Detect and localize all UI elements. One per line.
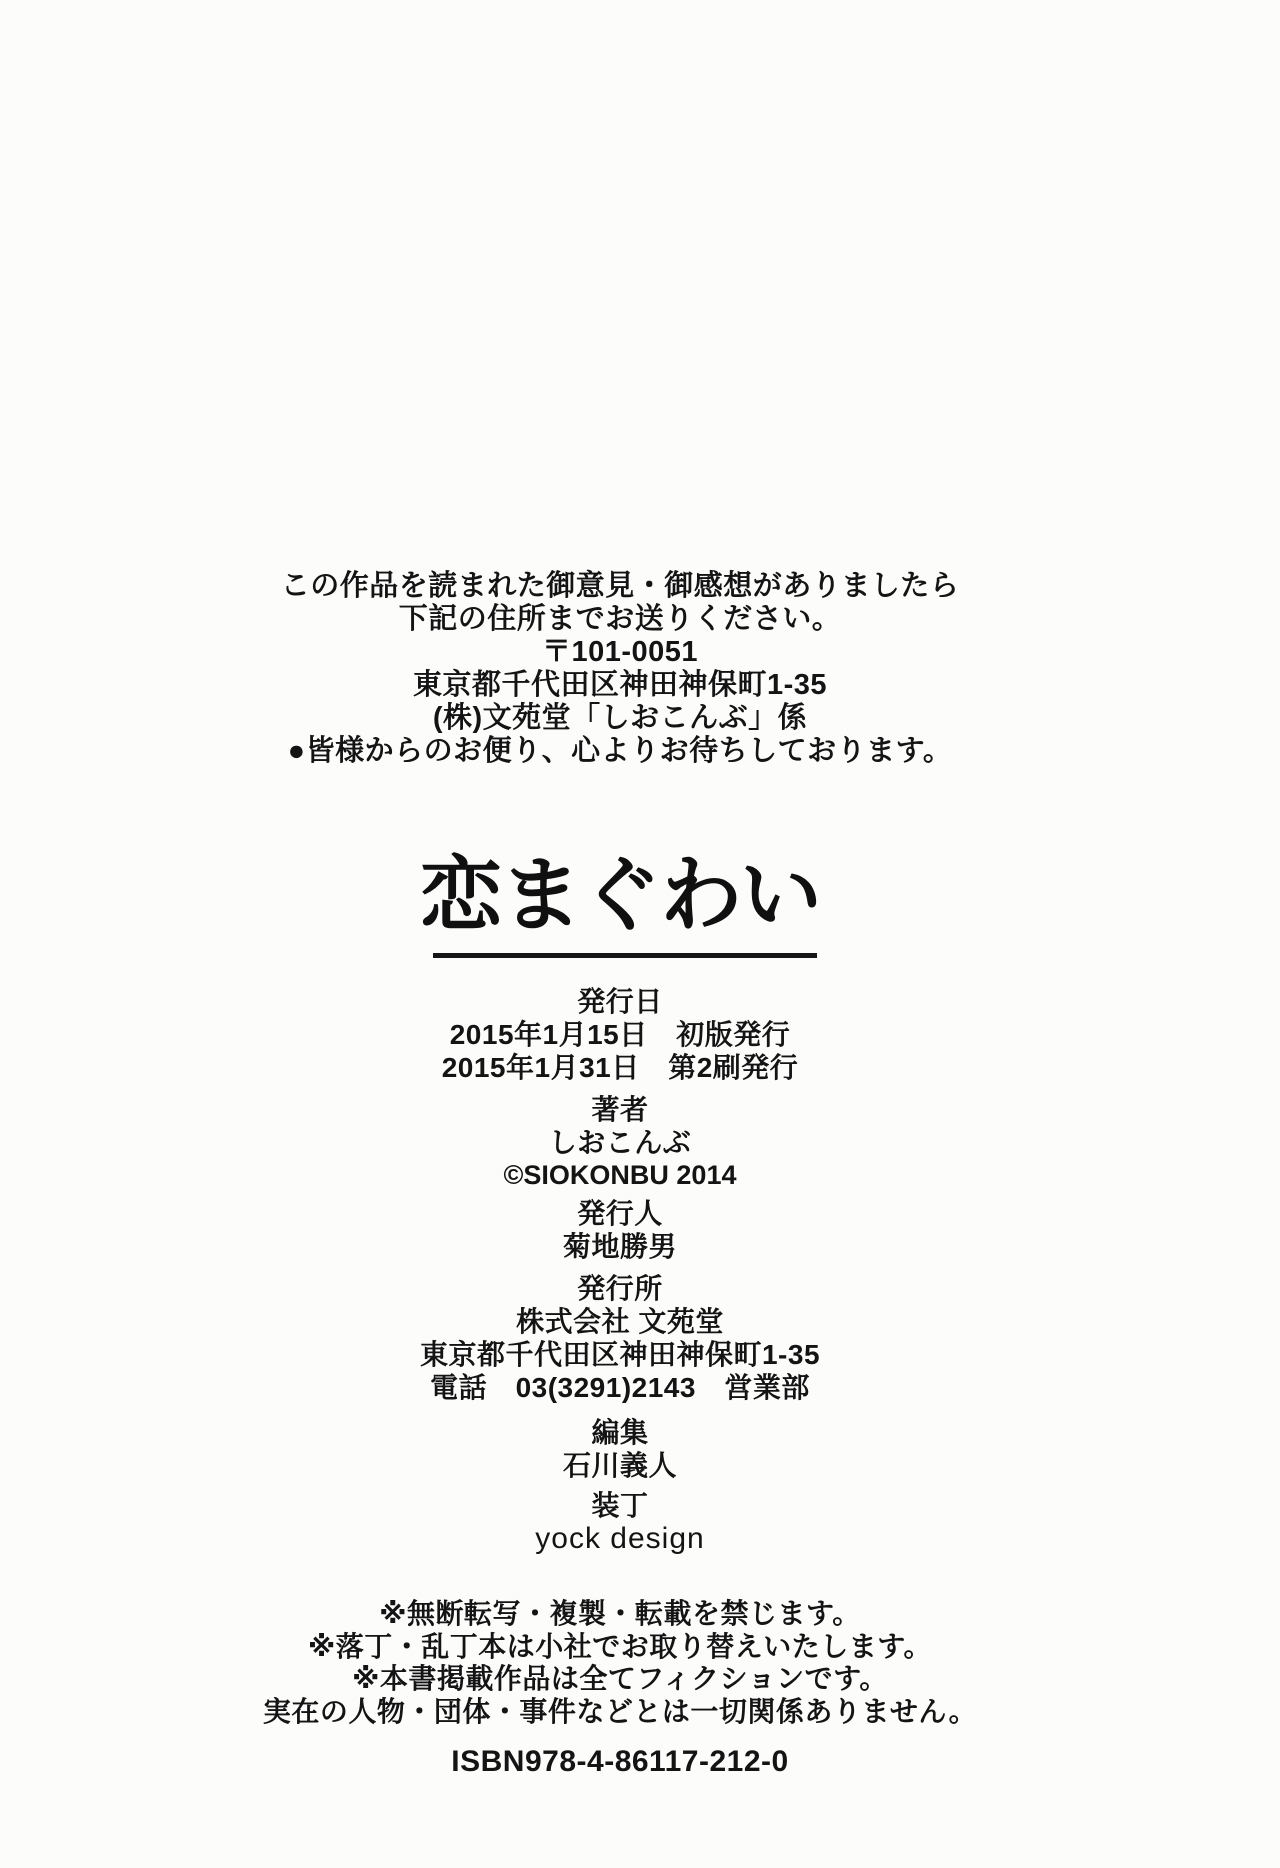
publisher-phone: 電話 03(3291)2143 営業部 (430, 1372, 810, 1403)
notice-line: 実在の人物・団体・事件などとは一切関係ありません。 (262, 1695, 978, 1727)
isbn-number: ISBN978-4-86117-212-0 (451, 1745, 789, 1778)
editor-name: 石川義人 (562, 1450, 677, 1481)
feedback-line: 下記の住所までお送りください。 (398, 603, 842, 635)
legal-notices (0, 1598, 1240, 1728)
section-label-author: 著者 (591, 1094, 649, 1125)
feedback-line: ●皆様からのお便り、心よりお待ちしております。 (287, 735, 953, 767)
postal-code: 〒101-0051 (541, 636, 699, 668)
feedback-line: この作品を読まれた御意見・御感想がありましたら (280, 570, 960, 602)
publisher-person-section (0, 1197, 1240, 1263)
notice-line: ※落丁・乱丁本は小社でお取り替えいたします。 (308, 1630, 932, 1662)
publisher-attn: (株)文苑堂「しおこんぶ」係 (432, 702, 808, 734)
design-section (0, 1489, 1240, 1555)
first-edition-date: 2015年1月15日 初版発行 (449, 1019, 791, 1050)
editor-section (0, 1416, 1240, 1482)
publisher-address: 東京都千代田区神田神保町1-35 (412, 669, 828, 701)
publisher-person-name: 菊地勝男 (562, 1231, 677, 1262)
feedback-block (0, 570, 1240, 768)
second-printing-date: 2015年1月31日 第2刷発行 (441, 1052, 799, 1083)
notice-line: ※無断転写・複製・転載を禁じます。 (379, 1598, 861, 1629)
book-title: 恋まぐわい (419, 850, 820, 941)
copyright-notice: ©SIOKONBU 2014 (503, 1160, 737, 1190)
publisher-company: 株式会社 文苑堂 (516, 1306, 724, 1337)
publication-date-section (0, 985, 1240, 1084)
publisher-address: 東京都千代田区神田神保町1-35 (419, 1339, 821, 1370)
section-label-publisher-person: 発行人 (577, 1198, 663, 1229)
section-label-publication-date: 発行日 (577, 986, 663, 1017)
author-name: しおこんぶ (548, 1127, 692, 1158)
section-label-design: 装丁 (591, 1490, 649, 1521)
section-label-editor: 編集 (591, 1417, 649, 1448)
author-section (0, 1093, 1240, 1192)
publisher-section (0, 1272, 1240, 1404)
designer-name: yock design (535, 1522, 705, 1555)
notice-line: ※本書掲載作品は全てフィクションです。 (352, 1663, 888, 1694)
section-label-publisher: 発行所 (577, 1273, 663, 1304)
title-underline (433, 953, 817, 958)
